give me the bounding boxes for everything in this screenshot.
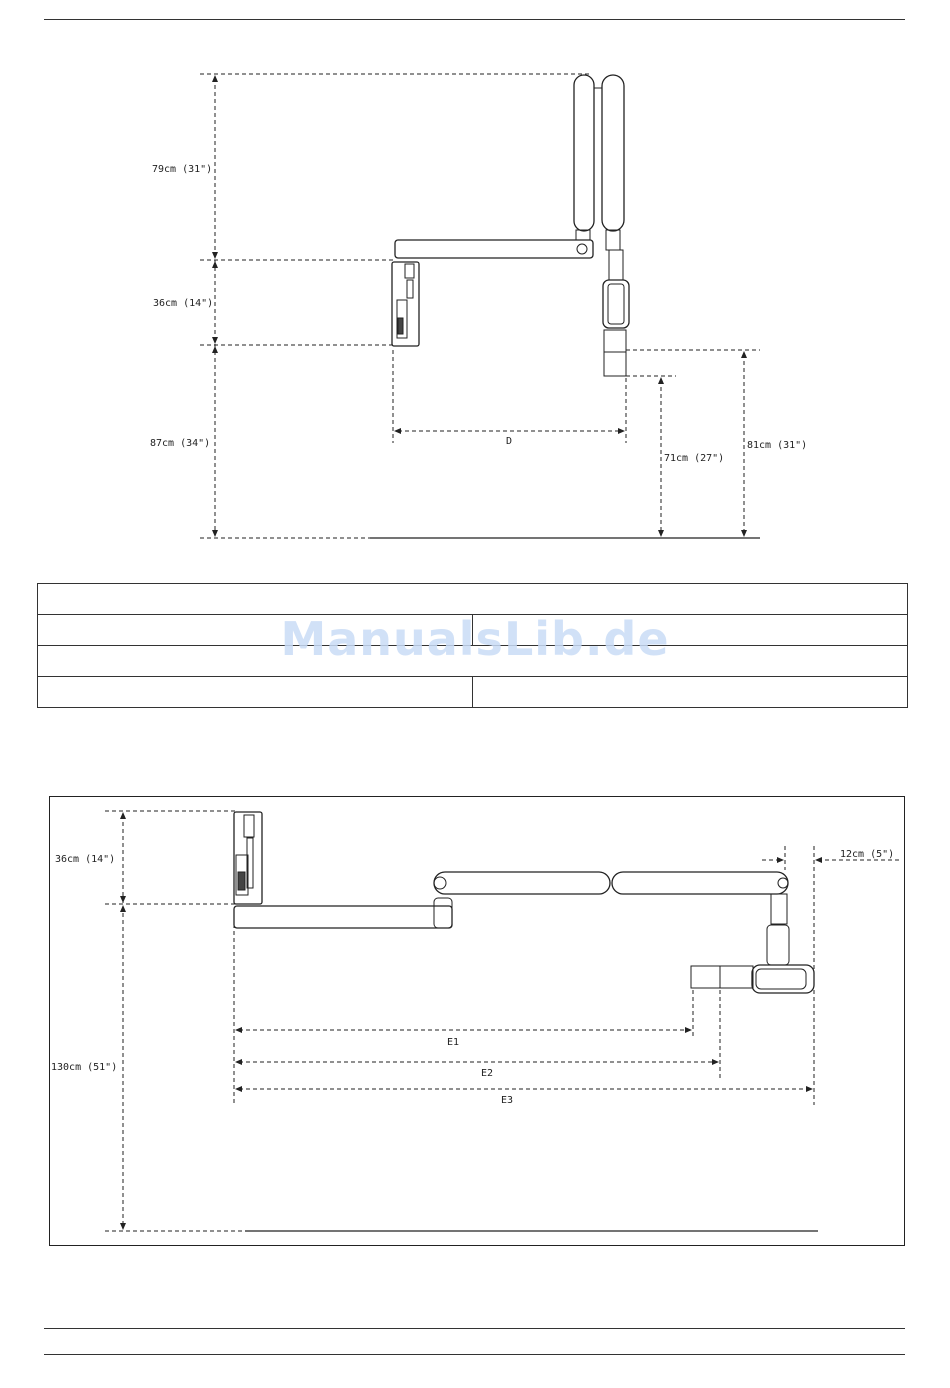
dim-upper-height: 79cm (31") — [152, 164, 213, 175]
dim-e3: E3 — [501, 1095, 514, 1106]
dim-mid-height: 36cm (14") — [153, 298, 214, 309]
dim-offset: 12cm (5") — [840, 849, 895, 860]
dim-e1: E1 — [447, 1037, 460, 1048]
watermark: ManualsLib.de — [280, 612, 670, 666]
table-cell — [38, 677, 473, 708]
bottom-rule-lower — [44, 1354, 905, 1355]
table-row — [38, 584, 908, 615]
figure-wall-arm-dimensions — [0, 0, 950, 560]
table-cell — [38, 646, 908, 677]
dim-mid-height: 36cm (14") — [55, 854, 116, 865]
table-row — [38, 677, 908, 708]
table-row — [38, 615, 908, 646]
table-cell — [38, 584, 908, 615]
bottom-rule-upper — [44, 1328, 905, 1329]
table-row — [38, 646, 908, 677]
table-cell — [473, 677, 908, 708]
table-cell — [38, 615, 473, 646]
dim-e2: E2 — [481, 1068, 494, 1079]
figure-2-frame — [49, 796, 905, 1246]
dim-lower-height: 87cm (34") — [150, 438, 211, 449]
dim-81cm: 81cm (31") — [747, 440, 808, 451]
dim-71cm: 71cm (27") — [664, 453, 725, 464]
dim-reach-d: D — [506, 436, 513, 447]
spec-table — [37, 583, 908, 708]
dim-total-height: 130cm (51") — [51, 1062, 118, 1073]
table-cell — [473, 615, 908, 646]
